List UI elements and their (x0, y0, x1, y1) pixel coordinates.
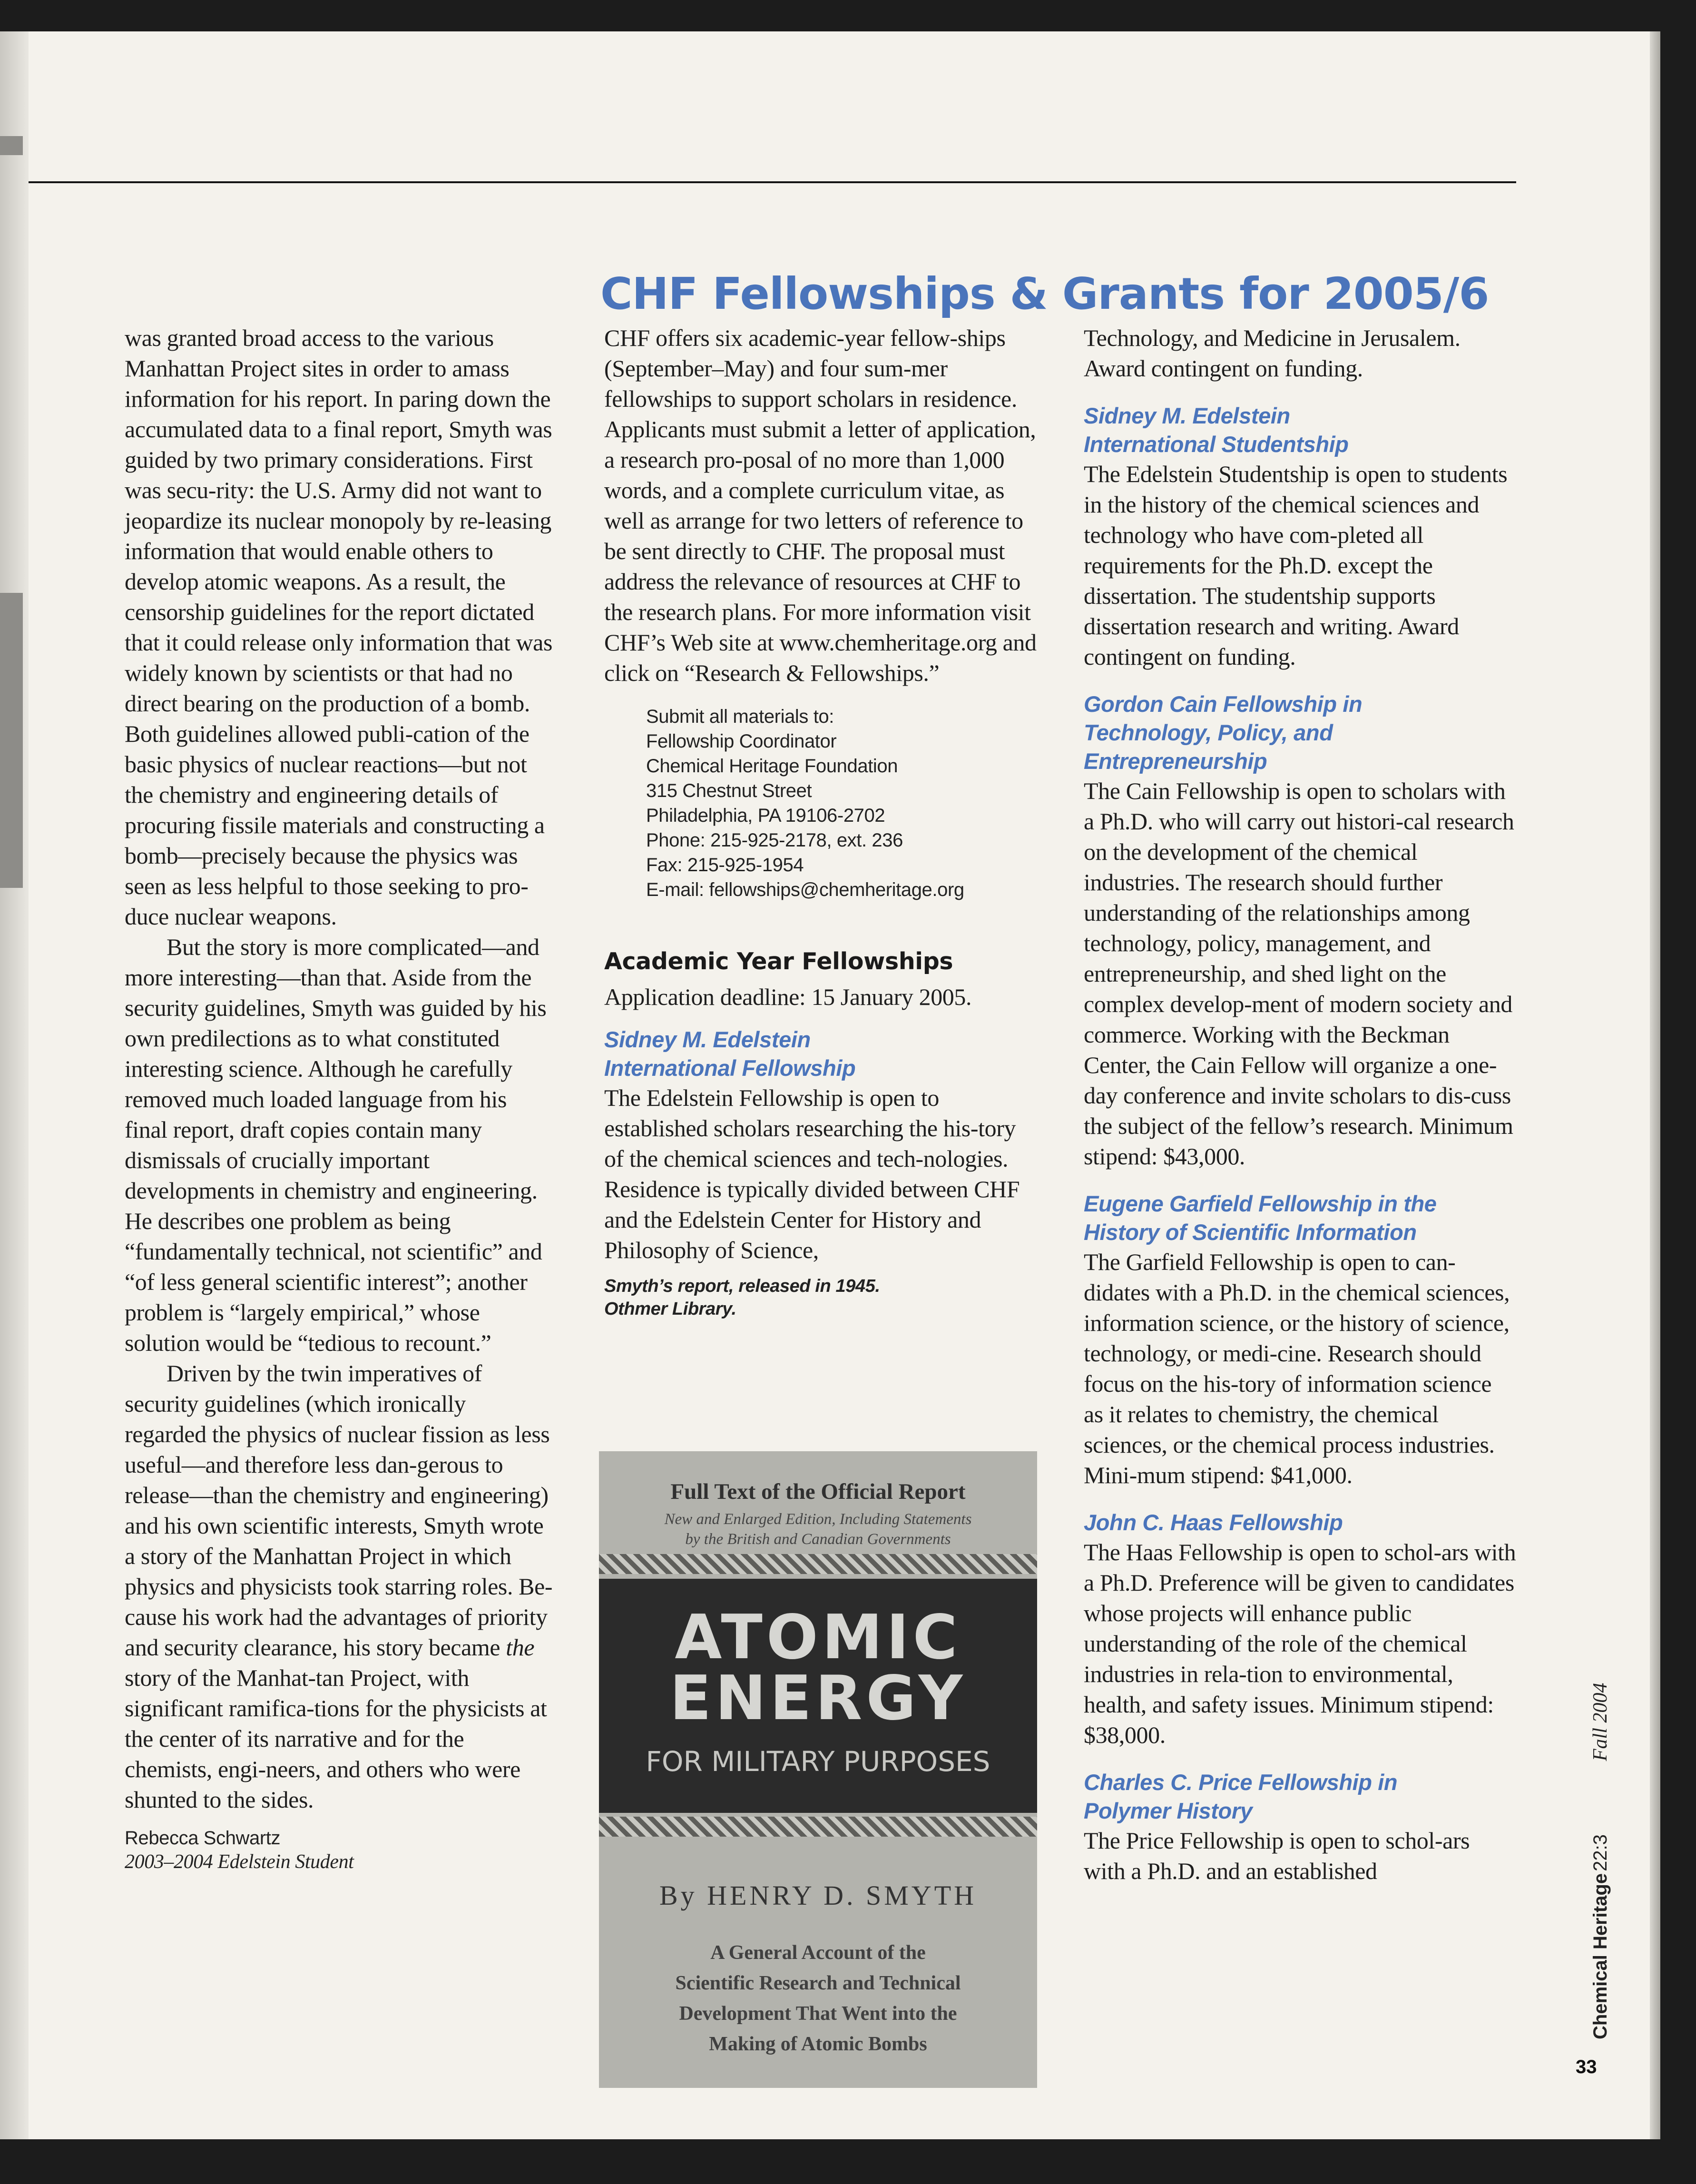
cover-author: By HENRY D. SMYTH (659, 1880, 977, 1911)
journal-name: Chemical Heritage (1590, 1873, 1611, 2039)
fellowship-title: Eugene Garfield Fellowship in the (1084, 1191, 1437, 1216)
author-role: 2003–2004 Edelstein Student (125, 1851, 354, 1873)
fellowship-entry (1084, 402, 1517, 672)
fellowship-title: International Fellowship (604, 1055, 856, 1081)
cover-desc-line: Development That Went into the (679, 2003, 957, 2025)
cover-line: New and Enlarged Edition, Including Statements (664, 1511, 972, 1528)
fellowship-entry (604, 1025, 1037, 1265)
cover-subtitle: FOR MILITARY PURPOSES (646, 1745, 990, 1778)
fellowship-entry (1084, 690, 1517, 1171)
emphasis-word: the (506, 1634, 535, 1661)
cover-desc-line: Scientific Research and Technical (675, 1972, 961, 1994)
edge-strip (0, 136, 23, 155)
caption-line: Othmer Library. (604, 1299, 736, 1319)
address-line: Submit all materials to: (646, 706, 834, 727)
fellowship-body: The Haas Fellowship is open to schol-ars with a Ph.D. Preference will be given to candidates whose projects will enhance public understanding of the role of the chemical industries in rela-tion to environmental, health, and safety issues. Minimum stipend: $38,000. (1084, 1539, 1516, 1748)
fellowship-entry (1084, 1190, 1517, 1490)
issue-season: Fall 2004 (1589, 1682, 1611, 1761)
continuation-paragraph: Technology, and Medicine in Jerusalem. Award contingent on funding. (1084, 325, 1461, 382)
fellowship-body: The Garfield Fellowship is open to can-didates with a Ph.D. in the chemical sciences, information science, or the history of science, technology, or medi-cine. Research should focus on the his-tory of information science as it relates to chemistry, the chemical sciences, or the chemical process industries. Mini-mum stipend: $41,000. (1084, 1249, 1510, 1488)
address-line: 315 Chestnut Street (646, 780, 812, 801)
caption-line: Smyth’s report, released in 1945. (604, 1276, 880, 1296)
fellowship-body: The Edelstein Studentship is open to students in the history of the chemical sciences and technology who have com-pleted all requirements for the Ph.D. except the dissertation. The studentship supports dissertation research and writing. Award contingent on funding. (1084, 461, 1508, 670)
book-cover-image (599, 1451, 1037, 2088)
page-edge-shadow (1650, 31, 1660, 2139)
fellowship-title: Technology, Policy, and (1084, 720, 1333, 745)
fellowship-title: International Studentship (1084, 432, 1349, 457)
magazine-page (0, 31, 1660, 2139)
fellowship-body: The Cain Fellowship is open to scholars with a Ph.D. who will carry out histori-cal research on the development of the chemical industries. The research should further understanding of the relationships among technology, policy, management, and entrepreneurship, and shed light on the complex develop-ment of modern society and commerce. Working with the Beckman Center, the Cain Fellow will organize a one-day conference and invite scholars to dis-cuss the subject of the fellow’s research. Minimum stipend: $43,000. (1084, 777, 1514, 1170)
address-line: Chemical Heritage Foundation (646, 756, 898, 777)
figure-caption (604, 1275, 1037, 1320)
author-name: Rebecca Schwartz (125, 1828, 281, 1849)
page-title: CHF Fellowships & Grants for 2005/6 (600, 268, 1489, 319)
paragraph-text: Driven by the twin imperatives of security guidelines (which ironically regarded the physics of nuclear fission as less useful—and therefore less dan-gerous to release—than the chemistry and engineering) and his own scientific interests, Smyth wrote a story of the Manhattan Project in which physics and physicists took starring roles. Be-cause his work had the advantages of priority and security clearance, his story became (125, 1360, 553, 1661)
cover-ornament (599, 1817, 1037, 1837)
cover-description (627, 1938, 1009, 2059)
edge-strip (0, 593, 23, 888)
facing-page-edge (0, 31, 29, 2139)
running-head (1580, 1621, 1620, 2039)
cover-title-line: ATOMIC (675, 1602, 961, 1673)
right-column (1084, 323, 1517, 1886)
top-rule (29, 181, 1516, 183)
submission-address (604, 704, 1037, 902)
cover-line (599, 1509, 1037, 1549)
cover-desc-line: A General Account of the (710, 1942, 926, 1964)
fellowship-title: Sidney M. Edelstein (604, 1027, 811, 1052)
address-line: Fellowship Coordinator (646, 731, 837, 752)
address-line: Phone: 215-925-2178, ext. 236 (646, 830, 903, 851)
fellowship-title: History of Scientific Information (1084, 1220, 1417, 1245)
cover-line: by the British and Canadian Governments (685, 1531, 951, 1548)
cover-title-line: ENERGY (669, 1663, 967, 1734)
article-paragraph (125, 1358, 553, 1815)
deadline-text: Application deadline: 15 January 2005. (604, 984, 972, 1010)
cover-title (599, 1602, 1037, 1734)
fellowship-title: John C. Haas Fellowship (1084, 1510, 1343, 1535)
issue-number: 22:3 (1590, 1834, 1611, 1871)
fellowship-title: Polymer History (1084, 1798, 1253, 1823)
cover-ornament (599, 1554, 1037, 1574)
fellowship-entry (1084, 1508, 1517, 1750)
section-heading: Academic Year Fellowships (604, 948, 953, 975)
fellowship-body: The Edelstein Fellowship is open to established scholars researching the his-tory of the chemical sciences and tech-nologies. Residence is typically divided between CHF and the Edelstein Center for History and Philosophy of Science, (604, 1084, 1020, 1263)
address-line: E-mail: fellowships@chemheritage.org (646, 879, 964, 900)
fellowship-title: Gordon Cain Fellowship in (1084, 691, 1363, 717)
address-line: Philadelphia, PA 19106-2702 (646, 805, 885, 826)
fellowship-title: Entrepreneurship (1084, 748, 1267, 774)
page-number: 33 (1576, 2056, 1597, 2077)
cover-line: Full Text of the Official Report (670, 1479, 966, 1504)
running-head-text (1589, 1621, 1612, 2039)
fellowship-body: The Price Fellowship is open to schol-ars with a Ph.D. and an established (1084, 1827, 1470, 1884)
fellowship-title: Sidney M. Edelstein (1084, 403, 1290, 428)
cover-title-band (599, 1579, 1037, 1813)
fellowship-title: Charles C. Price Fellowship in (1084, 1770, 1398, 1795)
address-line: Fax: 215-925-1954 (646, 855, 804, 876)
article-paragraph: was granted broad access to the various Manhattan Project sites in order to amass information for his report. In paring down the accumulated data to a final report, Smyth was guided by two primary considerations. First was secu-rity: the U.S. Army did not want to jeopardize its nuclear monopoly by re-leasing information that would enable others to develop atomic weapons. As a result, the censorship guidelines for the report dictated that it could release only information that was widely known by scientists or that had no direct bearing on the production of a bomb. Both guidelines allowed publi-cation of the basic physics of nuclear reactions—but not the chemistry and engineering details of procuring fissile materials and constructing a bomb—precisely because the physics was seen as less helpful to those seeking to pro-duce nuclear weapons. (125, 325, 552, 930)
middle-column (604, 323, 1037, 1320)
cover-desc-line: Making of Atomic Bombs (709, 2033, 927, 2055)
article-paragraph: But the story is more complicated—and more interesting—than that. Aside from the security guidelines, Smyth was guided by his own predilections as to what constituted interesting science. Although he carefully removed much loaded language from his final report, draft copies contain many dismissals of crucially important developments in chemistry and engineering. He describes one problem as being “fundamentally technical, not scientific” and “of less general scientific interest”; another problem is “largely empirical,” whose solution would be “tedious to recount.” (125, 934, 547, 1356)
left-column (125, 323, 553, 1874)
fellowship-entry (1084, 1768, 1517, 1886)
paragraph-text: story of the Manhat-tan Project, with significant ramifica-tions for the physicists at the center of its narrative and for the chemists, engi-neers, and others who were shunted to the sides. (125, 1664, 547, 1813)
intro-paragraph: CHF offers six academic-year fellow-ships (September–May) and four sum-mer fellowships to support scholars in residence. Applicants must submit a letter of application, a research pro-posal of no more than 1,000 words, and a complete curriculum vitae, as well as arrange for two letters of reference to be sent directly to CHF. The proposal must address the relevance of resources at CHF to the research plans. For more information visit CHF’s Web site at www.chemheritage.org and click on “Research & Fellowships.” (604, 325, 1037, 686)
